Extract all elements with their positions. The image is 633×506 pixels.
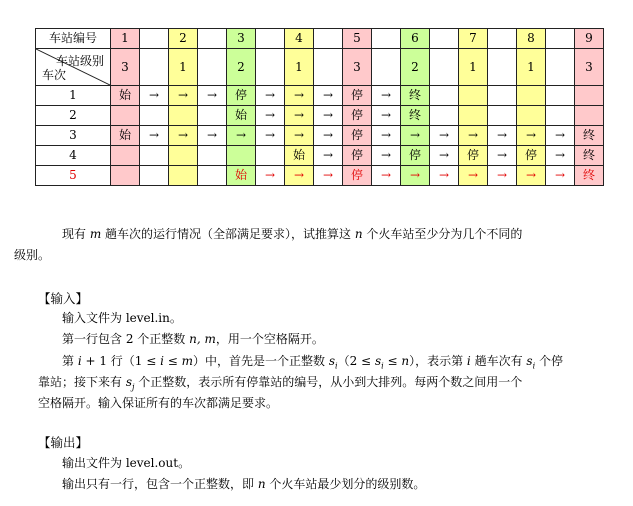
station-number-cell: 7 (459, 29, 488, 49)
var-i: i (466, 354, 471, 368)
station-level-cell (546, 49, 575, 86)
train-number-cell: 2 (36, 106, 111, 126)
train-cell (546, 86, 575, 106)
text: + 1 行（1 ≤ (81, 354, 161, 368)
arrow-cell: → (488, 146, 517, 166)
arrow-cell: → (488, 126, 517, 146)
sub-j: j (132, 382, 135, 392)
sub-i: i (381, 361, 384, 371)
station-level-cell (488, 49, 517, 86)
train-cell (517, 106, 546, 126)
arrow-cell: → (314, 86, 343, 106)
arrow-cell: → (546, 146, 575, 166)
train-cell (111, 166, 140, 186)
station-number-cell (198, 29, 227, 49)
arrow-cell: → (314, 126, 343, 146)
text: ）中，首先是一个正整数 (193, 354, 329, 368)
station-level-cell (140, 49, 169, 86)
text: ），表示第 (409, 354, 467, 368)
arrow-cell: → (372, 166, 401, 186)
var-i: i (77, 354, 82, 368)
station-level-row (36, 49, 604, 86)
start-cell: 始 (285, 146, 314, 166)
input-file-line: 输入文件为 level.in。 (62, 311, 182, 325)
arrow-cell: → (256, 166, 285, 186)
output-line-1 (62, 475, 425, 492)
station-number-cell (372, 29, 401, 49)
train-cell (140, 106, 169, 126)
input-line-2 (62, 352, 563, 370)
train-cell (227, 146, 256, 166)
railway-schedule-table (35, 28, 604, 186)
problem-description (14, 224, 598, 266)
stop-cell: 停 (343, 146, 372, 166)
arrow-cell: → (430, 146, 459, 166)
train-row (36, 106, 604, 126)
arrow-cell: → (546, 126, 575, 146)
station-level-cell: 2 (227, 49, 256, 86)
input-line-1 (62, 330, 324, 347)
stop-cell: 停 (227, 86, 256, 106)
text: （2 ≤ (337, 354, 375, 368)
station-level-cell: 1 (459, 49, 488, 86)
train-number-cell: 5 (36, 166, 111, 186)
station-level-cell (198, 49, 227, 86)
train-number-cell: 1 (36, 86, 111, 106)
input-line-4: 空格隔开。输入保证所有的车次都满足要求。 (38, 396, 279, 410)
output-section-title: 【输出】 (38, 435, 89, 450)
var-n: n (401, 354, 410, 368)
arrow-cell: → (285, 106, 314, 126)
var-i: i (160, 354, 164, 368)
stop-cell: 停 (343, 86, 372, 106)
text: 第 (62, 354, 78, 368)
station-level-cell: 1 (169, 49, 198, 86)
input-section-title: 【输入】 (38, 291, 89, 306)
arrow-cell: → (285, 86, 314, 106)
station-number-cell: 8 (517, 29, 546, 49)
text: ，用一个空格隔开。 (215, 332, 324, 346)
train-cell (198, 106, 227, 126)
station-level-cell: 1 (517, 49, 546, 86)
arrow-cell: → (140, 126, 169, 146)
arrow-cell: → (401, 126, 430, 146)
station-number-row (36, 29, 604, 49)
station-number-header: 车站编号 (36, 29, 111, 49)
sub-i: i (532, 361, 536, 371)
var-s: s (328, 354, 336, 368)
railway-table-container (35, 28, 604, 186)
train-cell (517, 86, 546, 106)
train-cell (575, 106, 604, 126)
arrow-cell: → (430, 126, 459, 146)
arrow-cell: → (372, 146, 401, 166)
station-number-cell: 6 (401, 29, 430, 49)
arrow-cell: → (488, 166, 517, 186)
arrow-cell: → (459, 126, 488, 146)
station-level-cell: 2 (401, 49, 430, 86)
arrow-cell: → (256, 106, 285, 126)
arrow-cell: → (372, 126, 401, 146)
terminal-cell: 终 (401, 106, 430, 126)
arrow-cell: → (169, 126, 198, 146)
arrow-cell: → (169, 86, 198, 106)
station-level-cell (430, 49, 459, 86)
train-cell (546, 106, 575, 126)
var-n: n (257, 477, 266, 491)
station-level-cell (256, 49, 285, 86)
station-level-cell: 3 (343, 49, 372, 86)
table-body (36, 29, 604, 186)
station-number-cell (488, 29, 517, 49)
text: 第一行包含 2 个正整数 (62, 332, 190, 346)
arrow-cell: → (227, 126, 256, 146)
train-row (36, 126, 604, 146)
stop-cell: 停 (401, 146, 430, 166)
stop-cell: 停 (343, 166, 372, 186)
arrow-cell: → (314, 146, 343, 166)
stop-cell: 停 (517, 146, 546, 166)
train-cell (169, 106, 198, 126)
station-number-cell: 9 (575, 29, 604, 49)
start-cell: 始 (111, 86, 140, 106)
train-header-label: 车次 (42, 68, 67, 82)
text: 个正整数，表示所有停靠站的编号，从小到大排列。每两个数之间用一个 (134, 375, 523, 389)
start-cell: 始 (227, 166, 256, 186)
arrow-cell: → (198, 86, 227, 106)
arrow-cell: → (198, 126, 227, 146)
problem-text: 现有 (62, 227, 90, 241)
station-number-cell: 5 (343, 29, 372, 49)
station-number-cell (430, 29, 459, 49)
start-cell: 始 (227, 106, 256, 126)
train-cell (459, 106, 488, 126)
station-number-cell (256, 29, 285, 49)
var-m: m (89, 227, 102, 241)
arrow-cell: → (372, 106, 401, 126)
station-level-cell: 1 (285, 49, 314, 86)
station-level-cell: 3 (575, 49, 604, 86)
arrow-cell: → (430, 166, 459, 186)
stop-cell: 停 (343, 106, 372, 126)
arrow-cell: → (256, 126, 285, 146)
train-number-cell: 3 (36, 126, 111, 146)
text: ≤ (163, 354, 182, 368)
train-cell (111, 146, 140, 166)
station-number-cell (314, 29, 343, 49)
problem-text: 个火车站至少分为几个不同的 (362, 227, 523, 241)
start-cell: 始 (111, 126, 140, 146)
arrow-cell: → (401, 166, 430, 186)
train-cell (488, 106, 517, 126)
var-n-m: n, m (189, 332, 216, 346)
arrow-cell: → (285, 166, 314, 186)
arrow-cell: → (140, 86, 169, 106)
station-number-cell: 3 (227, 29, 256, 49)
station-number-cell (140, 29, 169, 49)
train-cell (256, 146, 285, 166)
stop-cell: 停 (343, 126, 372, 146)
arrow-cell: → (546, 166, 575, 186)
train-cell (169, 166, 198, 186)
problem-text: 趟车次的运行情况（全部满足要求），试推算这 (101, 227, 355, 241)
train-row (36, 146, 604, 166)
var-n: n (354, 227, 363, 241)
var-m: m (181, 354, 194, 368)
sub-i: i (335, 361, 338, 371)
var-s: s (374, 354, 382, 368)
arrow-cell: → (256, 86, 285, 106)
text: 个火车站最少划分的级别数。 (265, 477, 426, 491)
output-file-line: 输出文件为 level.out。 (62, 456, 191, 470)
train-number-cell: 4 (36, 146, 111, 166)
diagonal-header-cell (36, 49, 111, 86)
train-cell (111, 106, 140, 126)
text: ≤ (383, 354, 402, 368)
var-s: s (526, 354, 533, 368)
var-s: s (125, 375, 132, 389)
train-cell (198, 146, 227, 166)
input-line-3 (38, 373, 522, 391)
text: 输出只有一行，包含一个正整数，即 (62, 477, 258, 491)
train-cell (169, 146, 198, 166)
stop-cell: 停 (459, 146, 488, 166)
station-number-cell: 1 (111, 29, 140, 49)
text: 个停 (535, 354, 563, 368)
terminal-cell: 终 (401, 86, 430, 106)
text: 靠站；接下来有 (38, 375, 126, 389)
arrow-cell: → (372, 86, 401, 106)
station-number-cell (546, 29, 575, 49)
station-number-cell: 4 (285, 29, 314, 49)
train-cell (430, 86, 459, 106)
arrow-cell: → (314, 166, 343, 186)
terminal-cell: 终 (575, 126, 604, 146)
station-level-cell (314, 49, 343, 86)
train-cell (140, 166, 169, 186)
arrow-cell: → (285, 126, 314, 146)
train-cell (140, 146, 169, 166)
problem-text-line2: 级别。 (14, 248, 51, 262)
level-header-label: 车站级别 (55, 54, 104, 68)
train-cell (575, 86, 604, 106)
terminal-cell: 终 (575, 146, 604, 166)
arrow-cell: → (459, 166, 488, 186)
train-cell (459, 86, 488, 106)
train-row (36, 166, 604, 186)
train-cell (430, 106, 459, 126)
text: 趟车次有 (470, 354, 527, 368)
station-level-cell (372, 49, 401, 86)
train-cell (488, 86, 517, 106)
arrow-cell: → (314, 106, 343, 126)
arrow-cell: → (517, 126, 546, 146)
station-number-cell: 2 (169, 29, 198, 49)
station-level-cell: 3 (111, 49, 140, 86)
terminal-cell: 终 (575, 166, 604, 186)
train-cell (198, 166, 227, 186)
arrow-cell: → (517, 166, 546, 186)
train-row (36, 86, 604, 106)
